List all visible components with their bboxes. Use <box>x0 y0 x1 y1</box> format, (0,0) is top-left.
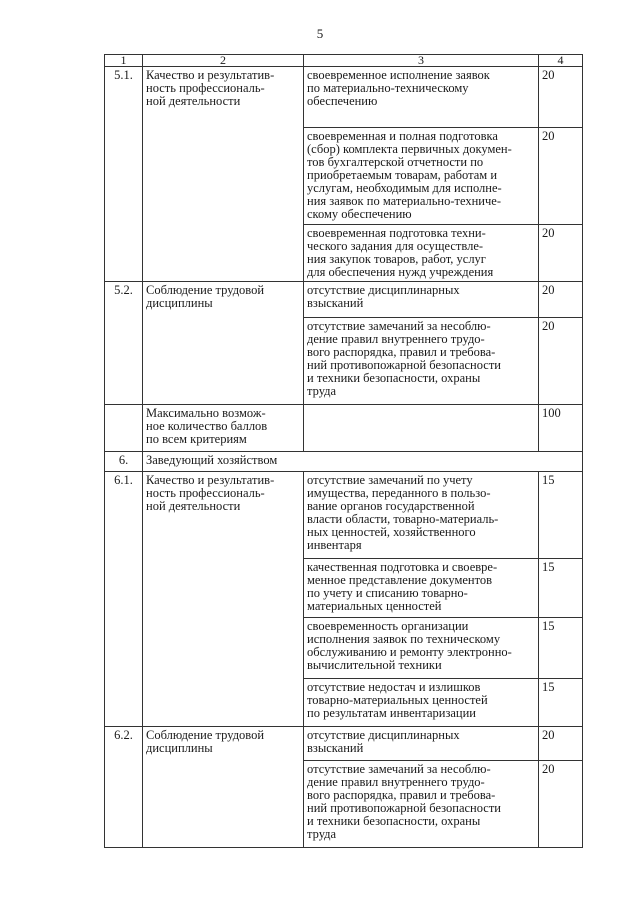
indicator-text: качественная подготовка и своевре- менное представление документов по учету и списанию товарно- материальных ценностей <box>304 559 539 618</box>
page-number: 5 <box>316 26 324 41</box>
header-cell-2: 2 <box>143 55 304 67</box>
indicator-text: своевременная и полная подготовка (сбор) комплекта первичных докумен- тов бухгалтерской отчетности по приобретаемым товарам, работам и услугам, необходимым для исполне- ния заявок по материально-техниче- скому обеспечению <box>304 128 539 225</box>
indicator-text <box>304 405 539 452</box>
indicator-text: своевременность организации исполнения заявок по техническому обслуживанию и ремонту электронно- вычислительной техники <box>304 618 539 679</box>
header-cell-1: 1 <box>105 55 143 67</box>
table-row <box>105 472 583 559</box>
header-cell-4: 4 <box>539 55 583 67</box>
criterion-name: Соблюдение трудовой дисциплины <box>143 282 304 405</box>
header-cell-3: 3 <box>304 55 539 67</box>
header-row <box>105 55 583 67</box>
score: 15 <box>539 618 583 679</box>
row-number: 6.1. <box>105 472 143 727</box>
indicator-text: своевременная подготовка техни- ческого задания для осуществле- ния закупок товаров, работ, услуг для обеспечения нужд учреждения <box>304 225 539 282</box>
indicator-text: отсутствие недостач и излишков товарно-материальных ценностей по результатам инвентаризации <box>304 679 539 727</box>
section-number: 6. <box>105 452 143 472</box>
score: 15 <box>539 472 583 559</box>
score: 15 <box>539 679 583 727</box>
score: 20 <box>539 318 583 405</box>
section-row <box>105 452 583 472</box>
indicator-text: отсутствие дисциплинарных взысканий <box>304 727 539 761</box>
criteria-table <box>104 54 583 848</box>
section-title: Заведующий хозяйством <box>143 452 583 472</box>
max-score-row <box>105 405 583 452</box>
criterion-name: Качество и результатив- ность профессиональ- ной деятельности <box>143 67 304 282</box>
criterion-name: Качество и результатив- ность профессиональ- ной деятельности <box>143 472 304 727</box>
score: 20 <box>539 128 583 225</box>
indicator-text: своевременное исполнение заявок по материально-техническому обеспечению <box>304 67 539 128</box>
criterion-name: Соблюдение трудовой дисциплины <box>143 727 304 848</box>
indicator-text: отсутствие дисциплинарных взысканий <box>304 282 539 318</box>
score: 20 <box>539 225 583 282</box>
indicator-text: отсутствие замечаний за несоблю- дение правил внутреннего трудо- вого распорядка, правил и требова- ний противопожарной безопасности и техники безопасности, охраны труда <box>304 761 539 848</box>
score: 20 <box>539 727 583 761</box>
row-number <box>105 405 143 452</box>
score: 20 <box>539 282 583 318</box>
row-number: 5.2. <box>105 282 143 405</box>
score: 20 <box>539 761 583 848</box>
score: 20 <box>539 67 583 128</box>
table-row <box>105 67 583 128</box>
row-number: 6.2. <box>105 727 143 848</box>
score: 15 <box>539 559 583 618</box>
indicator-text: отсутствие замечаний за несоблю- дение правил внутреннего трудо- вого распорядка, правил и требова- ний противопожарной безопасности и техники безопасности, охраны труда <box>304 318 539 405</box>
indicator-text: отсутствие замечаний по учету имущества, переданного в пользо- вание органов государственной власти области, товарно-материаль- ных ценностей, хозяйственного инвентаря <box>304 472 539 559</box>
table-row <box>105 727 583 761</box>
table-row <box>105 282 583 318</box>
max-score-value: 100 <box>539 405 583 452</box>
max-score-label: Максимально возмож- ное количество баллов по всем критериям <box>143 405 304 452</box>
row-number: 5.1. <box>105 67 143 282</box>
